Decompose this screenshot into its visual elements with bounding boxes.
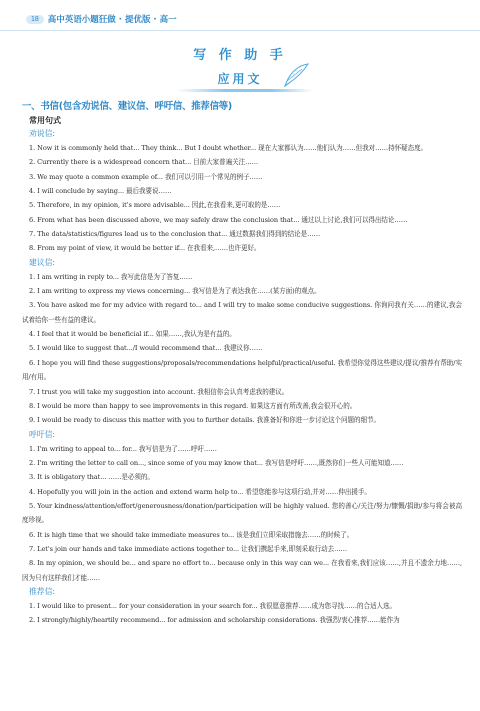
sentence-pattern-item: 5. Your kindness/attention/effort/generousness/donation/participation will be highly valued. 您的善心/关注/努力/慷慨/捐助/参与将会被高度珍视。 [22,501,462,525]
sentence-pattern-item: 8. From my point of view, it would be better if... 在我看来,……也许更好。 [29,244,261,253]
sentence-pattern-item: 1. I would like to present... for your consideration in your search for... 我很愿意推荐……成为您寻找……的合适人选。 [29,601,396,610]
sentence-pattern-item: 5. Therefore, in my opinion, it's more advisable... 因此,在我看来,更可取的是…… [29,201,281,210]
subtitle-banner [0,68,480,89]
sentence-pattern-item: 3. You have asked me for my advice with regard to... and I will try to make some conducive suggestions. 你询问我有关……的建议,我会试着给你一些有益的建议。 [22,301,462,324]
sentence-pattern-item: 7. Let's join our hands and take immediate actions together to... 让我们携起手来,即刻采取行动去…… [29,544,348,553]
sentence-pattern-item: 3. We may quote a common example of... 我们可以引用一个常见的例子…… [29,172,263,181]
running-header [26,12,177,26]
sentence-pattern-item: 6. From what has been discussed above, we may safely draw the conclusion that... 通过以上讨论,我们可以得出结论…… [29,215,408,224]
sentence-pattern-item: 4. I will conclude by saying... 最后我要说…… [29,187,172,196]
sentence-pattern-item: 8. In my opinion, we should be... and spare no effort to... because only in this way can we... 在我看来,我们应该……,并且不遗余力地……,因为只有这样我们才能…… [22,559,462,582]
category-label: 呼吁信: [29,429,56,439]
sentence-pattern-item: 2. Currently there is a widespread concern that... 目前大家普遍关注…… [29,158,259,167]
category-label: 推荐信: [29,586,56,596]
feather-pen-icon [281,62,311,88]
sentence-pattern-item: 1. I am writing in reply to... 我写此信是为了答复…… [29,272,193,281]
sentence-pattern-item: 7. I trust you will take my suggestion into account. 我相信你会认真考虑我的建议。 [29,387,289,396]
sentence-pattern-item: 1. I'm writing to appeal to... for... 我写信是为了……呼吁…… [29,444,217,453]
sentence-pattern-item: 4. Hopefully you will join in the action and extend warm help to... 希望您能参与这项行动,并对……伸出援手。 [29,487,371,496]
sentence-pattern-item: 6. It is high time that we should take immediate measures to... 该是我们立即采取措施去……的时候了。 [29,530,354,539]
sentence-pattern-item: 2. I am writing to express my views concerning... 我写信是为了表达我在……(某方面)的观点。 [29,287,321,296]
sentence-pattern-item: 6. I hope you will find these suggestions/proposals/recommendations helpful/practical/useful. 我希望你觉得这些建议/提议/推荐有帮助/实用/有用。 [22,358,462,382]
category-list [22,127,462,628]
sentence-pattern-item: 5. I would like to suggest that.../I would recommend that... 我建议你…… [29,344,263,353]
sentence-pattern-item: 9. I would be ready to discuss this matter with you to further details. 我准备好和你进一步讨论这个问题的细节。 [29,416,381,425]
section-heading: 一、书信(包含劝说信、建议信、呼吁信、推荐信等) [22,101,233,112]
category-label: 建议信: [29,257,56,267]
sentence-pattern-item: 3. It is obligatory that... ……是必须的。 [29,473,154,482]
book-title: 高中英语小题狂做 · 提优版 · 高一 [47,15,177,25]
sentence-pattern-item: 8. I would be more than happy to see improvements in this regard. 如果这方面有所改善,我会很开心的。 [29,401,357,410]
main-title: 写 作 助 手 [193,48,287,63]
header-divider [0,30,480,31]
section-content [22,100,462,628]
sentence-pattern-item: 2. I'm writing the letter to call on..., since some of you may know that... 我写信是呼吁……,既然你们一些人可能知道…… [29,458,404,467]
subtitle-underline [177,89,312,92]
phrases-label: 常用句式 [29,116,61,125]
category-label: 劝说信: [29,129,56,138]
sentence-pattern-item: 1. Now it is commonly held that... They think... But I doubt whether... 现在大家都认为……他们认为……但我对……持怀疑态度。 [29,144,428,152]
sentence-pattern-item: 4. I feel that it would be beneficial if... 如果……,我认为是有益的。 [29,330,236,339]
page-number: 18 [26,15,44,24]
sentence-pattern-item: 2. I strongly/highly/heartily recommend... for admission and scholarship considerations. 我强烈/衷心推荐……能作为 [29,616,400,625]
sentence-pattern-item: 7. The data/statistics/figures lead us to the conclusion that... 通过数据我们得到的结论是…… [29,230,321,239]
subtitle-text: 应用文 [217,72,263,86]
subtitle [207,68,272,89]
